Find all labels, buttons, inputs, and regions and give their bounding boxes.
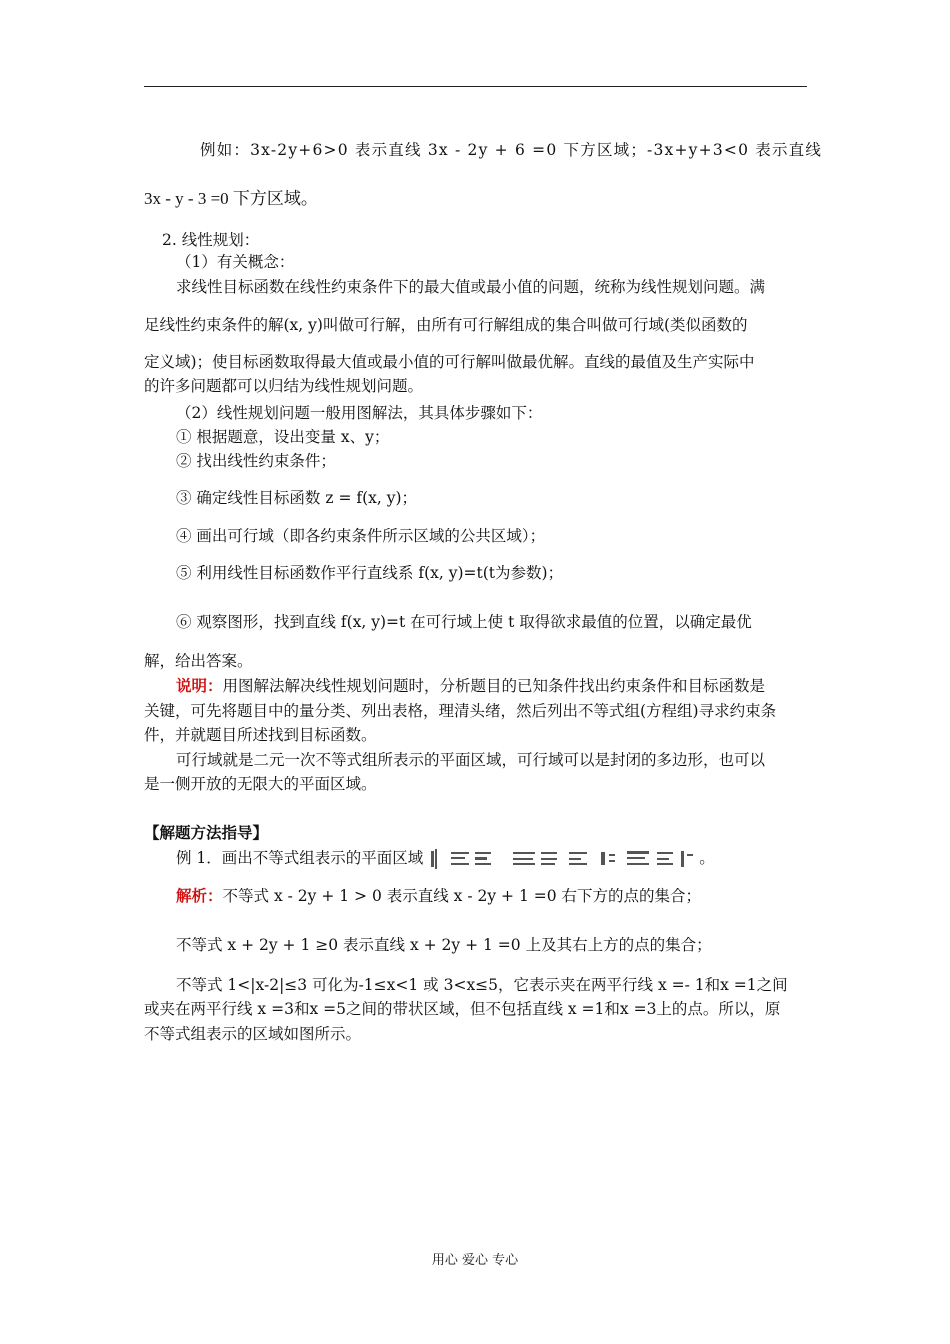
subsection-heading: （2）线性规划问题一般用图解法，其具体步骤如下：: [176, 404, 543, 422]
analysis-text: 不等式 x - 2y + 1 > 0 表示直线 x - 2y + 1 =0 右下方的点的集合；: [222, 887, 702, 905]
text-line: 足线性约束条件的解(x, y)叫做可行解，由所有可行解组成的集合叫做可行域(类似函数的: [144, 316, 748, 334]
text-line: 关键，可先将题目中的量分类、列出表格，理清头绪，然后列出不等式组(方程组)寻求约束条: [144, 702, 777, 720]
subsection-heading: （1）有关概念：: [176, 253, 295, 271]
example-end: 。: [699, 849, 715, 867]
note-text: 用图解法解决线性规划问题时，分析题目的已知条件找出约束条件和目标函数是: [222, 677, 766, 695]
step-item: ⑥ 观察图形，找到直线 f(x, y)=t 在可行域上使 t 取得欲求最值的位置，以确定最优: [176, 613, 752, 631]
example-text: 例 1．画出不等式组表示的平面区域: [176, 849, 424, 867]
example-line: [176, 848, 839, 870]
section-title: 【解题方法指导】: [144, 823, 269, 842]
analysis-paragraph: [176, 886, 839, 906]
analysis-label: 解析：: [176, 886, 223, 905]
text-line: 可行域就是二元一次不等式组所表示的平面区域，可行域可以是封闭的多边形，也可以: [176, 751, 766, 769]
text-line: 的许多问题都可以归结为线性规划问题。: [144, 377, 424, 395]
text-line: 定义域)；使目标函数取得最大值或最小值的可行解叫做最优解。直线的最值及生产实际中: [144, 353, 755, 371]
step-item: ① 根据题意，设出变量 x、y；: [176, 428, 390, 446]
text-line: 例如：3x-2y+6>0 表示直线 3x - 2y + 6 =0 下方区域；-3x+y+3<0 表示直线: [200, 141, 823, 159]
step-item: ⑤ 利用线性目标函数作平行直线系 f(x, y)=t(t为参数)；: [176, 564, 564, 582]
step-item: ③ 确定线性目标函数 z = f(x, y)；: [176, 489, 418, 507]
text-line: 求线性目标函数在线性约束条件下的最大值或最小值的问题，统称为线性规划问题。满: [176, 278, 766, 296]
note-paragraph: [176, 676, 839, 696]
header-rule: [144, 86, 807, 87]
garbled-formula-image: [429, 848, 699, 870]
text-line: 不等式 1<|x-2|≤3 可化为-1≤x<1 或 3<x≤5，它表示夹在两平行线 x =- 1和x =1之间: [176, 976, 788, 994]
step-item: ④ 画出可行域（即各约束条件所示区域的公共区域）；: [176, 527, 546, 545]
note-label: 说明：: [176, 676, 223, 695]
step-item: ② 找出线性约束条件；: [176, 452, 336, 470]
text-line: 不等式 x + 2y + 1 ≥0 表示直线 x + 2y + 1 =0 上及其右上方的点的集合；: [176, 936, 712, 954]
section-heading: 2. 线性规划：: [162, 231, 260, 249]
text-line: 是一侧开放的无限大的平面区域。: [144, 775, 377, 793]
page-footer: 用心 爱心 专心: [431, 1253, 519, 1268]
text-line: 3x - y - 3 =0 下方区域。: [144, 189, 318, 208]
text-line: 或夹在两平行线 x =3和x =5之间的带状区域，但不包括直线 x =1和x =3上的点。所以，原: [144, 1000, 781, 1018]
text-line: 件，并就题目所述找到目标函数。: [144, 726, 377, 744]
text-line: 解，给出答案。: [144, 652, 253, 670]
text-line: 不等式组表示的区域如图所示。: [144, 1025, 362, 1043]
